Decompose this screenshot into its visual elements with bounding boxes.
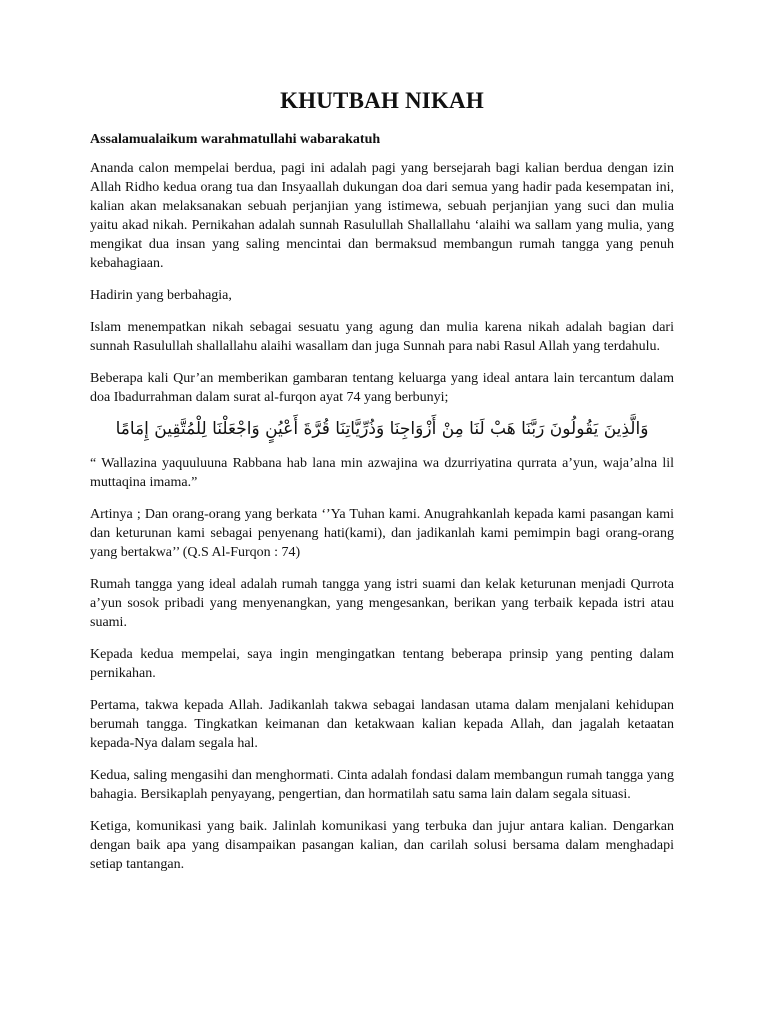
- paragraph-transliteration: “ Wallazina yaquuluuna Rabbana hab lana min azwajina wa dzurriyatina qurrata a’yun, waja’alna lil muttaqina imama.”: [90, 456, 674, 490]
- paragraph-principle-1: Pertama, takwa kepada Allah. Jadikanlah takwa sebagai landasan utama dalam menjalani kehidupan berumah tangga. Tingkatkan keimanan dan ketakwaan kalian kepada Allah, dan jagalah ketaatan kepada-Nya dalam segala hal.: [90, 698, 674, 751]
- arabic-verse: وَالَّذِينَ يَقُولُونَ رَبَّنَا هَبْ لَنَا مِنْ أَزْوَاجِنَا وَذُرِّيَّاتِنَا قُرَّةَ أَعْيُنٍ وَاجْعَلْنَا لِلْمُتَّقِينَ إِمَامًا: [115, 419, 649, 439]
- paragraph-opening: Ananda calon mempelai berdua, pagi ini adalah pagi yang bersejarah bagi kalian berdua dengan izin Allah Ridho kedua orang tua dan Insyaallah dukungan doa dari semua yang hadir pada kesempatan ini, kalian akan melaksanakan sebuah perjanjian yang istimewa, sebuah perjanjian yang suci dan mulia yaitu akad nikah. Pernikahan adalah sunnah Rasulullah Shallallahu ‘alaihi wa sallam yang mulia, yang mengikat dua insan yang saling mencintai dan bermaksud membangun rumah tangga yang penuh kebahagiaan.: [90, 161, 674, 271]
- salutation: Assalamualaikum warahmatullahi wabarakatuh: [90, 132, 381, 147]
- document-title: KHUTBAH NIKAH: [280, 88, 484, 113]
- paragraph-translation: Artinya ; Dan orang-orang yang berkata ‘’Ya Tuhan kami. Anugrahkanlah kepada kami pasangan kami dan keturunan kami sebagai penyenang hati(kami), dan jadikanlah kami pemimpin bagi orang-orang yang bertakwa’’ (Q.S Al-Furqon : 74): [90, 507, 674, 560]
- document-page: [90, 86, 674, 887]
- paragraph-quran-intro: Beberapa kali Qur’an memberikan gambaran tentang keluarga yang ideal antara lain tercantum dalam doa Ibadurrahman dalam surat al-furqon ayat 74 yang berbunyi;: [90, 371, 674, 405]
- paragraph-principle-3: Ketiga, komunikasi yang baik. Jalinlah komunikasi yang terbuka dan jujur antara kalian. Dengarkan dengan baik apa yang disampaikan pasangan kalian, dan carilah solusi bersama dalam menghadapi setiap tantangan.: [90, 819, 674, 872]
- paragraph-principle-2: Kedua, saling mengasihi dan menghormati. Cinta adalah fondasi dalam membangun rumah tangga yang bahagia. Bersikaplah penyayang, pengertian, dan hormatilah satu sama lain dalam segala situasi.: [90, 768, 674, 802]
- paragraph-greeting: Hadirin yang berbahagia,: [90, 288, 232, 303]
- paragraph-ideal-household: Rumah tangga yang ideal adalah rumah tangga yang istri suami dan kelak keturunan menjadi Qurrota a’yun sosok pribadi yang menyenangkan, yang mengesankan, berikan yang terbaik kepada istri atau suami.: [90, 577, 674, 630]
- paragraph-principles-intro: Kepada kedua mempelai, saya ingin mengingatkan tentang beberapa prinsip yang penting dalam pernikahan.: [90, 647, 674, 681]
- paragraph-islam-nikah: Islam menempatkan nikah sebagai sesuatu yang agung dan mulia karena nikah adalah bagian dari sunnah Rasulullah shallallahu alaihi wasallam dan juga Sunnah para nabi Rasul Allah yang terdahulu.: [90, 320, 674, 354]
